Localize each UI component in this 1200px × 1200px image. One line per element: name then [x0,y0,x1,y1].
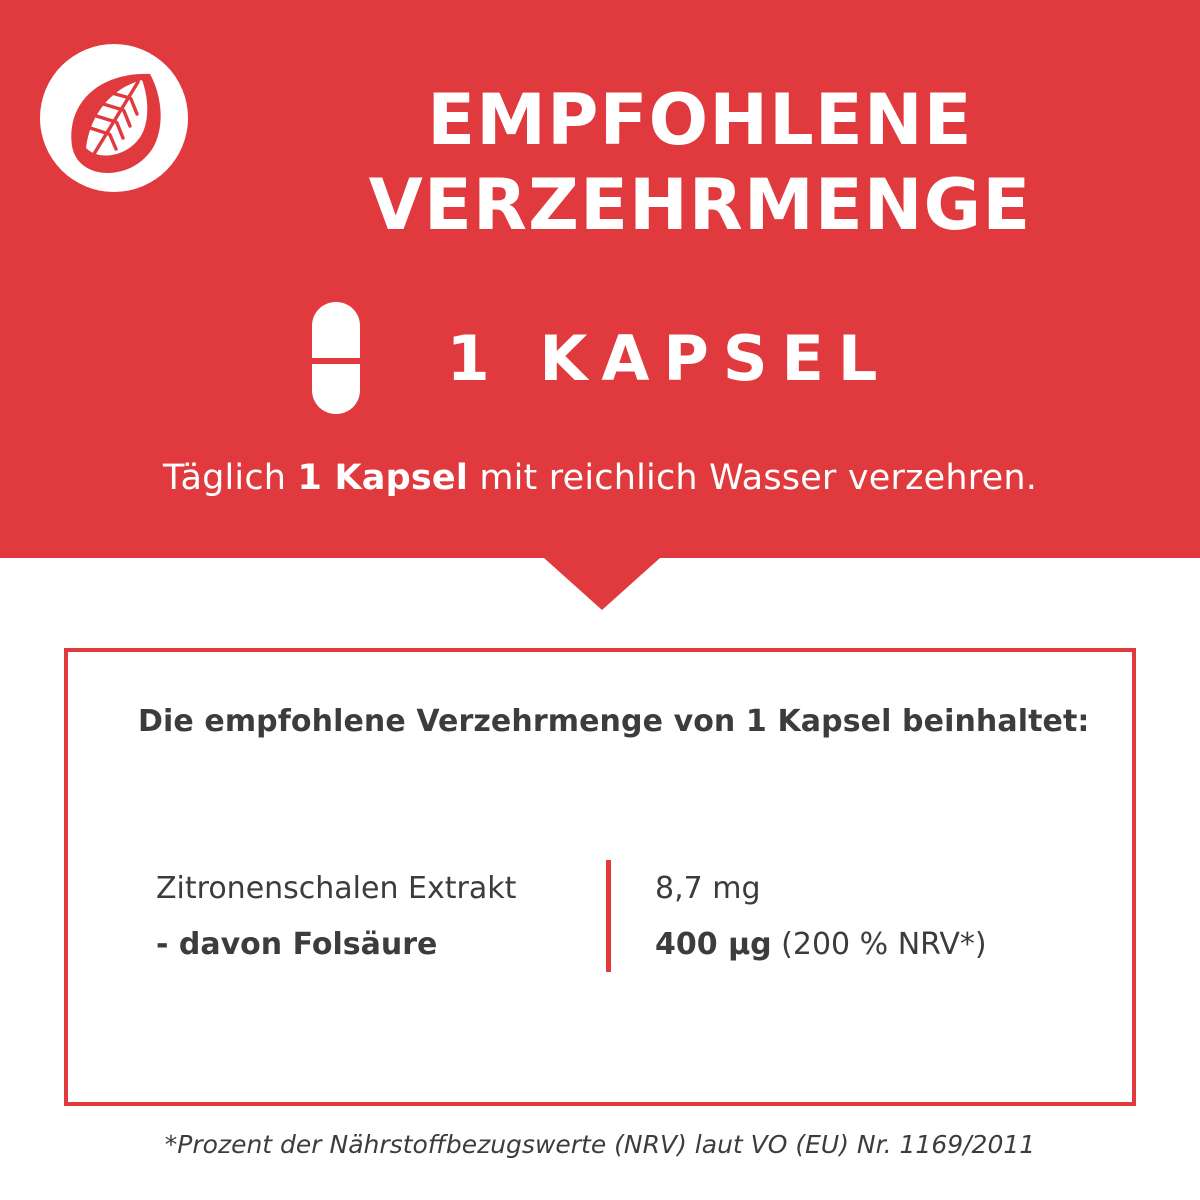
table-row [156,916,1076,972]
leaf-in-circle-logo [38,42,190,194]
page-title-line-2: VERZEHRMENGE [368,164,1032,247]
column-divider [606,916,611,972]
capsule-icon [309,300,363,416]
ingredient-amount [655,927,987,962]
page-title [230,78,1170,249]
instruction-suffix: mit reichlich Wasser verzehren. [468,458,1038,498]
ingredient-name: Zitronenschalen Extrakt [156,870,517,906]
dosage-row [0,300,1200,416]
ingredient-table [156,860,1076,972]
page-title-line-1: EMPFOHLENE [427,79,973,161]
ingredient-amount-nrv: (200 % NRV*) [771,926,987,962]
instruction-highlight: 1 Kapsel [297,458,469,498]
dosage-label: 1 KAPSEL [446,321,892,395]
hero-arrow-pointer [544,558,660,610]
nutrition-fact-box [64,648,1136,1106]
ingredient-amount-value: 400 µg [655,926,772,962]
fact-box-title: Die empfohlene Verzehrmenge von 1 Kapsel beinhaltet: [138,704,1090,739]
instruction-text [0,458,1200,498]
table-row [156,860,1076,916]
ingredient-name: - davon Folsäure [156,926,438,962]
footnote-text: *Prozent der Nährstoffbezugswerte (NRV) laut VO (EU) Nr. 1169/2011 [164,1130,1036,1159]
ingredient-amount: 8,7 mg [655,870,761,906]
instruction-prefix: Täglich [162,458,298,498]
column-divider [606,860,611,916]
